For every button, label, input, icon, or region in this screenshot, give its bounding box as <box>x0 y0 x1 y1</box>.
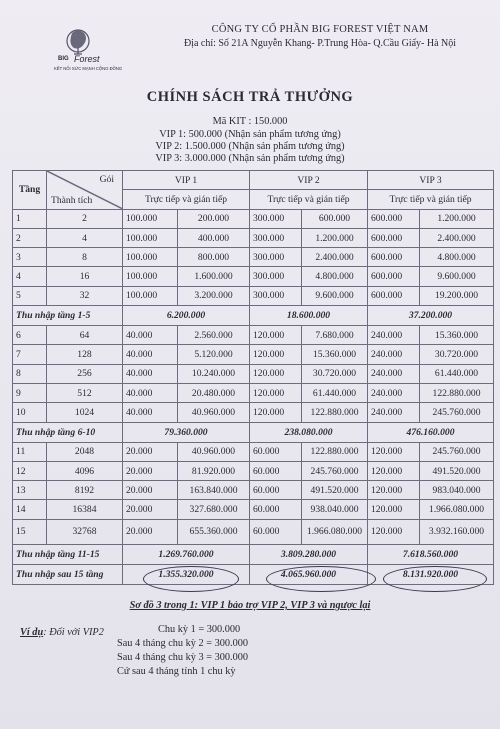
cell-tang: 2 <box>13 228 47 247</box>
subtotal-label: Thu nhập sau 15 tầng <box>13 564 123 584</box>
cell-vip2-rate: 300.000 <box>250 228 302 247</box>
table-row <box>13 209 494 228</box>
company-name: CÔNG TY CỔ PHẦN BIG FOREST VIỆT NAM <box>211 24 429 35</box>
cell-vip2-amount: 122.880.000 <box>302 403 368 422</box>
header-vip1: VIP 1 <box>123 171 250 190</box>
cell-vip1-rate: 100.000 <box>123 267 178 286</box>
example-line-1: Chu kỳ 1 = 300.000 <box>158 624 241 635</box>
subtotal-v3: 8.131.920.000 <box>368 564 494 584</box>
cell-vip2-amount: 245.760.000 <box>302 461 368 480</box>
subtotal-v2: 4.065.960.000 <box>250 564 368 584</box>
handdrawn-oval-vip3 <box>383 566 487 592</box>
cell-vip2-amount: 1.200.000 <box>302 228 368 247</box>
table-row <box>13 248 494 267</box>
header-vip2: VIP 2 <box>250 171 368 190</box>
cell-vip3-rate: 240.000 <box>368 364 420 383</box>
example-rest: : Đối với VIP2 <box>43 627 104 638</box>
cell-thanhtich: 16 <box>47 267 123 286</box>
cell-vip1-amount: 655.360.000 <box>178 519 250 544</box>
cell-vip2-rate: 120.000 <box>250 345 302 364</box>
cell-vip3-amount: 19.200.000 <box>420 286 494 305</box>
table-row <box>13 326 494 345</box>
cell-tang: 6 <box>13 326 47 345</box>
cell-thanhtich: 2048 <box>47 442 123 461</box>
cell-vip3-amount: 9.600.000 <box>420 267 494 286</box>
cell-vip3-amount: 15.360.000 <box>420 326 494 345</box>
cell-tang: 9 <box>13 383 47 402</box>
subtotal-v3: 476.160.000 <box>368 422 494 442</box>
cell-vip3-rate: 600.000 <box>368 286 420 305</box>
cell-vip3-rate: 240.000 <box>368 345 420 364</box>
cell-vip2-amount: 4.800.000 <box>302 267 368 286</box>
cell-vip3-amount: 2.400.000 <box>420 228 494 247</box>
document-title: CHÍNH SÁCH TRẢ THƯỞNG <box>146 89 354 105</box>
cell-vip1-amount: 800.000 <box>178 248 250 267</box>
cell-vip2-rate: 60.000 <box>250 500 302 519</box>
cell-vip1-rate: 100.000 <box>123 228 178 247</box>
cell-vip3-rate: 240.000 <box>368 403 420 422</box>
cell-vip1-amount: 327.680.000 <box>178 500 250 519</box>
cell-vip2-rate: 300.000 <box>250 267 302 286</box>
cell-thanhtich: 8 <box>47 248 123 267</box>
cell-vip2-rate: 120.000 <box>250 403 302 422</box>
diagonal-divider <box>47 171 122 209</box>
cell-vip1-amount: 163.840.000 <box>178 481 250 500</box>
cell-vip2-amount: 30.720.000 <box>302 364 368 383</box>
cell-vip2-amount: 1.966.080.000 <box>302 519 368 544</box>
cell-vip1-amount: 400.000 <box>178 228 250 247</box>
reward-table <box>12 170 494 585</box>
cell-vip2-amount: 15.360.000 <box>302 345 368 364</box>
cell-thanhtich: 2 <box>47 209 123 228</box>
cell-vip2-rate: 60.000 <box>250 519 302 544</box>
cell-tang: 11 <box>13 442 47 461</box>
subtotal-label: Thu nhập tầng 6-10 <box>13 422 123 442</box>
table-row <box>13 481 494 500</box>
cell-vip1-rate: 20.000 <box>123 481 178 500</box>
cell-vip1-amount: 2.560.000 <box>178 326 250 345</box>
cell-vip3-amount: 245.760.000 <box>420 403 494 422</box>
cell-vip3-rate: 600.000 <box>368 209 420 228</box>
company-address: Địa chỉ: Số 21A Nguyễn Khang- P.Trung Hòa- Q.Cầu Giấy- Hà Nội <box>183 38 457 49</box>
table-row <box>13 228 494 247</box>
vip3-line: VIP 3: 3.000.000 (Nhận sản phẩm tương ứng) <box>155 153 345 164</box>
subheader-vip2: Trực tiếp và gián tiếp <box>250 190 368 209</box>
subtotal-v1: 79.360.000 <box>123 422 250 442</box>
subheader-vip1: Trực tiếp và gián tiếp <box>123 190 250 209</box>
cell-vip2-rate: 300.000 <box>250 286 302 305</box>
header-vip3: VIP 3 <box>368 171 494 190</box>
example-heading <box>20 627 104 638</box>
subtotal-row-11-15 <box>13 544 494 564</box>
table-row <box>13 442 494 461</box>
kit-price: Mã KIT : 150.000 <box>212 116 288 127</box>
cell-vip3-rate: 240.000 <box>368 383 420 402</box>
cell-vip1-rate: 20.000 <box>123 500 178 519</box>
cell-tang: 5 <box>13 286 47 305</box>
vip1-line: VIP 1: 500.000 (Nhận sản phẩm tương ứng) <box>159 129 341 140</box>
subtotal-v2: 18.600.000 <box>250 306 368 326</box>
cell-vip3-amount: 61.440.000 <box>420 364 494 383</box>
cell-thanhtich: 4096 <box>47 461 123 480</box>
cell-vip3-rate: 600.000 <box>368 267 420 286</box>
cell-vip2-amount: 61.440.000 <box>302 383 368 402</box>
cell-vip3-rate: 120.000 <box>368 500 420 519</box>
cell-vip3-rate: 120.000 <box>368 481 420 500</box>
cell-vip1-rate: 40.000 <box>123 403 178 422</box>
handdrawn-oval-vip2 <box>266 566 376 592</box>
header-goi: Gói <box>99 174 114 185</box>
table-header-row <box>13 171 494 190</box>
cell-tang: 10 <box>13 403 47 422</box>
example-line-3: Sau 4 tháng chu kỳ 3 = 300.000 <box>117 652 249 663</box>
cell-vip2-rate: 300.000 <box>250 209 302 228</box>
cell-thanhtich: 32768 <box>47 519 123 544</box>
subtotal-row-1-5 <box>13 306 494 326</box>
subtotal-v2: 3.809.280.000 <box>250 544 368 564</box>
cell-vip3-amount: 983.040.000 <box>420 481 494 500</box>
table-row <box>13 286 494 305</box>
cell-tang: 14 <box>13 500 47 519</box>
cell-tang: 3 <box>13 248 47 267</box>
cell-thanhtich: 128 <box>47 345 123 364</box>
cell-vip1-amount: 10.240.000 <box>178 364 250 383</box>
cell-thanhtich: 256 <box>47 364 123 383</box>
cell-vip2-rate: 120.000 <box>250 326 302 345</box>
cell-vip2-rate: 120.000 <box>250 364 302 383</box>
cell-vip3-rate: 600.000 <box>368 248 420 267</box>
handdrawn-oval-vip1 <box>143 566 239 592</box>
cell-vip2-amount: 9.600.000 <box>302 286 368 305</box>
subtotal-v2: 238.080.000 <box>250 422 368 442</box>
cell-vip1-amount: 40.960.000 <box>178 403 250 422</box>
cell-vip1-rate: 40.000 <box>123 326 178 345</box>
subheader-vip3: Trực tiếp và gián tiếp <box>368 190 494 209</box>
table-row <box>13 383 494 402</box>
cell-vip3-rate: 120.000 <box>368 442 420 461</box>
cell-vip2-amount: 2.400.000 <box>302 248 368 267</box>
header-tang: Tầng <box>13 171 47 210</box>
cell-vip1-rate: 20.000 <box>123 461 178 480</box>
cell-vip3-rate: 240.000 <box>368 326 420 345</box>
logo-text-forest: Forest <box>74 54 100 64</box>
logo-text-big: BIG <box>58 56 69 62</box>
cell-vip1-amount: 40.960.000 <box>178 442 250 461</box>
logo-slogan: KẾT NỐI SỨC MẠNH CỘNG ĐỒNG <box>54 66 123 71</box>
cell-thanhtich: 1024 <box>47 403 123 422</box>
cell-vip2-amount: 491.520.000 <box>302 481 368 500</box>
subtotal-v1: 1.269.760.000 <box>123 544 250 564</box>
cell-vip3-amount: 122.880.000 <box>420 383 494 402</box>
cell-vip3-rate: 120.000 <box>368 461 420 480</box>
cell-vip1-amount: 3.200.000 <box>178 286 250 305</box>
cell-vip3-amount: 1.200.000 <box>420 209 494 228</box>
cell-vip2-amount: 7.680.000 <box>302 326 368 345</box>
cell-tang: 8 <box>13 364 47 383</box>
cell-vip2-rate: 300.000 <box>250 248 302 267</box>
cell-tang: 1 <box>13 209 47 228</box>
cell-vip3-rate: 120.000 <box>368 519 420 544</box>
cell-vip2-rate: 60.000 <box>250 461 302 480</box>
table-row <box>13 461 494 480</box>
cell-vip1-amount: 20.480.000 <box>178 383 250 402</box>
subtotal-v1: 6.200.000 <box>123 306 250 326</box>
example-line-2: Sau 4 tháng chu kỳ 2 = 300.000 <box>117 638 249 649</box>
table-row <box>13 345 494 364</box>
cell-vip3-amount: 3.932.160.000 <box>420 519 494 544</box>
subtotal-v3: 37.200.000 <box>368 306 494 326</box>
table-row <box>13 403 494 422</box>
cell-vip2-amount: 122.880.000 <box>302 442 368 461</box>
table-row <box>13 500 494 519</box>
table-row <box>13 364 494 383</box>
cell-vip3-amount: 4.800.000 <box>420 248 494 267</box>
cell-thanhtich: 32 <box>47 286 123 305</box>
cell-vip2-amount: 938.040.000 <box>302 500 368 519</box>
cell-vip3-amount: 491.520.000 <box>420 461 494 480</box>
table-row <box>13 267 494 286</box>
cell-vip1-amount: 81.920.000 <box>178 461 250 480</box>
cell-vip2-rate: 60.000 <box>250 481 302 500</box>
subtotal-row-6-10 <box>13 422 494 442</box>
cell-thanhtich: 4 <box>47 228 123 247</box>
example-line-4: Cứ sau 4 tháng tính 1 chu kỳ <box>117 666 236 677</box>
cell-vip1-amount: 1.600.000 <box>178 267 250 286</box>
cell-thanhtich: 512 <box>47 383 123 402</box>
cell-vip1-rate: 100.000 <box>123 209 178 228</box>
cell-vip3-rate: 600.000 <box>368 228 420 247</box>
cell-vip1-rate: 20.000 <box>123 519 178 544</box>
cell-tang: 15 <box>13 519 47 544</box>
cell-vip1-amount: 5.120.000 <box>178 345 250 364</box>
scheme-note: Sơ đồ 3 trong 1: VIP 1 bảo trợ VIP 2, VIP 3 và ngược lại <box>129 600 371 611</box>
cell-tang: 4 <box>13 267 47 286</box>
cell-vip3-amount: 30.720.000 <box>420 345 494 364</box>
company-logo <box>54 26 123 76</box>
subtotal-v3: 7.618.560.000 <box>368 544 494 564</box>
cell-vip3-amount: 1.966.080.000 <box>420 500 494 519</box>
cell-tang: 13 <box>13 481 47 500</box>
cell-vip1-rate: 40.000 <box>123 383 178 402</box>
cell-vip1-rate: 40.000 <box>123 364 178 383</box>
cell-vip2-rate: 60.000 <box>250 442 302 461</box>
subtotal-label: Thu nhập tầng 11-15 <box>13 544 123 564</box>
cell-tang: 7 <box>13 345 47 364</box>
cell-vip2-rate: 120.000 <box>250 383 302 402</box>
cell-vip3-amount: 245.760.000 <box>420 442 494 461</box>
cell-thanhtich: 16384 <box>47 500 123 519</box>
table-row <box>13 519 494 544</box>
vip2-line: VIP 2: 1.500.000 (Nhận sản phẩm tương ứng) <box>155 141 345 152</box>
cell-tang: 12 <box>13 461 47 480</box>
cell-thanhtich: 8192 <box>47 481 123 500</box>
cell-vip1-rate: 20.000 <box>123 442 178 461</box>
cell-thanhtich: 64 <box>47 326 123 345</box>
header-thanhtich: Thành tích <box>51 194 93 206</box>
cell-vip1-rate: 100.000 <box>123 248 178 267</box>
cell-vip1-amount: 200.000 <box>178 209 250 228</box>
subtotal-label: Thu nhập tầng 1-5 <box>13 306 123 326</box>
header-goi-thanhtich <box>47 171 123 210</box>
subtotal-v1: 1.355.320.000 <box>123 564 250 584</box>
cell-vip1-rate: 40.000 <box>123 345 178 364</box>
cell-vip2-amount: 600.000 <box>302 209 368 228</box>
example-label: Ví dụ <box>20 627 44 638</box>
cell-vip1-rate: 100.000 <box>123 286 178 305</box>
